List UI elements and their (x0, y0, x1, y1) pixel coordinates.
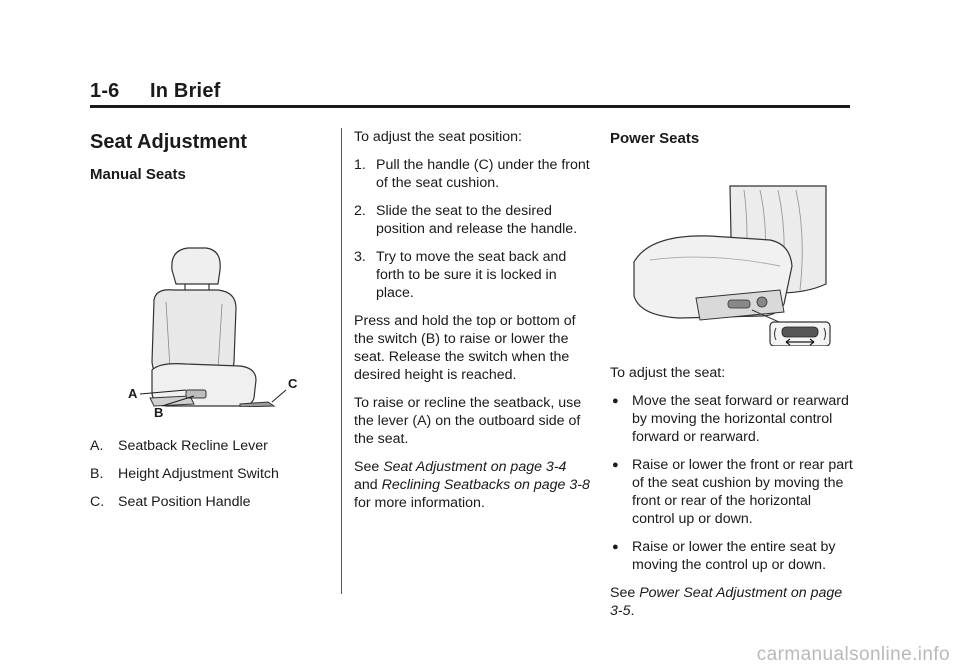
power-seats-heading: Power Seats (610, 130, 700, 147)
page-header (90, 80, 221, 103)
recline-paragraph: To raise or recline the seatback, use the lever (A) on the outboard side of the seat. (354, 395, 582, 447)
bullet-icon: ● (612, 395, 619, 407)
callout-c: C (288, 376, 298, 391)
middle-column (354, 128, 592, 522)
power-seat-recline-control (757, 297, 767, 307)
legend-item: B. Height Adjustment Switch (90, 466, 279, 482)
watermark: carmanualsonline.info (756, 644, 950, 665)
manual-seats-heading: Manual Seats (90, 166, 186, 183)
bullet-icon: ● (612, 541, 619, 553)
manual-seat-figure (90, 192, 328, 407)
column-divider (341, 128, 342, 594)
adjust-intro: To adjust the seat position: (354, 129, 522, 145)
right-column (610, 128, 855, 630)
legend-item: C. Seat Position Handle (90, 494, 251, 510)
see-also-paragraph: See Seat Adjustment on page 3-4 and Reclining Seatbacks on page 3-8 for more information. (354, 459, 590, 511)
bullet-item: ● Raise or lower the front or rear part of the seat cushion by moving the front or rear of the horizontal control up or down. (612, 457, 853, 527)
power-seat-horizontal-control (728, 300, 750, 308)
callout-a: A (128, 386, 138, 401)
bullet-item: ● Raise or lower the entire seat by moving the control up or down. (612, 539, 836, 573)
height-switch (186, 390, 206, 398)
power-intro: To adjust the seat: (610, 365, 726, 381)
seat-headrest (172, 248, 220, 284)
seat-adjustment-link[interactable]: Seat Adjustment on page 3-4 (383, 459, 567, 475)
power-see-also: See Power Seat Adjustment on page 3-5. (610, 585, 843, 619)
page-number: 1-6 (90, 80, 120, 102)
power-seat-adjustment-link[interactable]: Power Seat Adjustment on page 3-5 (610, 585, 843, 619)
section-title: Seat Adjustment (90, 131, 248, 153)
bullet-item: ● Move the seat forward or rearward by moving the horizontal control forward or rearward. (612, 393, 849, 445)
chapter-title: In Brief (150, 80, 221, 102)
bullet-icon: ● (612, 459, 619, 471)
header-rule (90, 105, 850, 108)
power-seat-figure (620, 156, 850, 346)
height-paragraph: Press and hold the top or bottom of the switch (B) to raise or lower the seat. Release the switch when the desired height is reached. (354, 313, 576, 383)
reclining-seatbacks-link[interactable]: Reclining Seatbacks on page 3-8 (381, 477, 590, 493)
step-item: 2. Slide the seat to the desired position and release the handle. (354, 203, 578, 237)
step-item: 1. Pull the handle (C) under the front of the seat cushion. (354, 157, 590, 191)
callout-b: B (154, 405, 164, 420)
figure-legend (90, 437, 328, 511)
left-column (90, 128, 328, 521)
step-item: 3. Try to move the seat back and forth to be sure it is locked in place. (354, 249, 567, 301)
legend-item: A. Seatback Recline Lever (90, 438, 268, 454)
inset-switch (782, 327, 818, 337)
